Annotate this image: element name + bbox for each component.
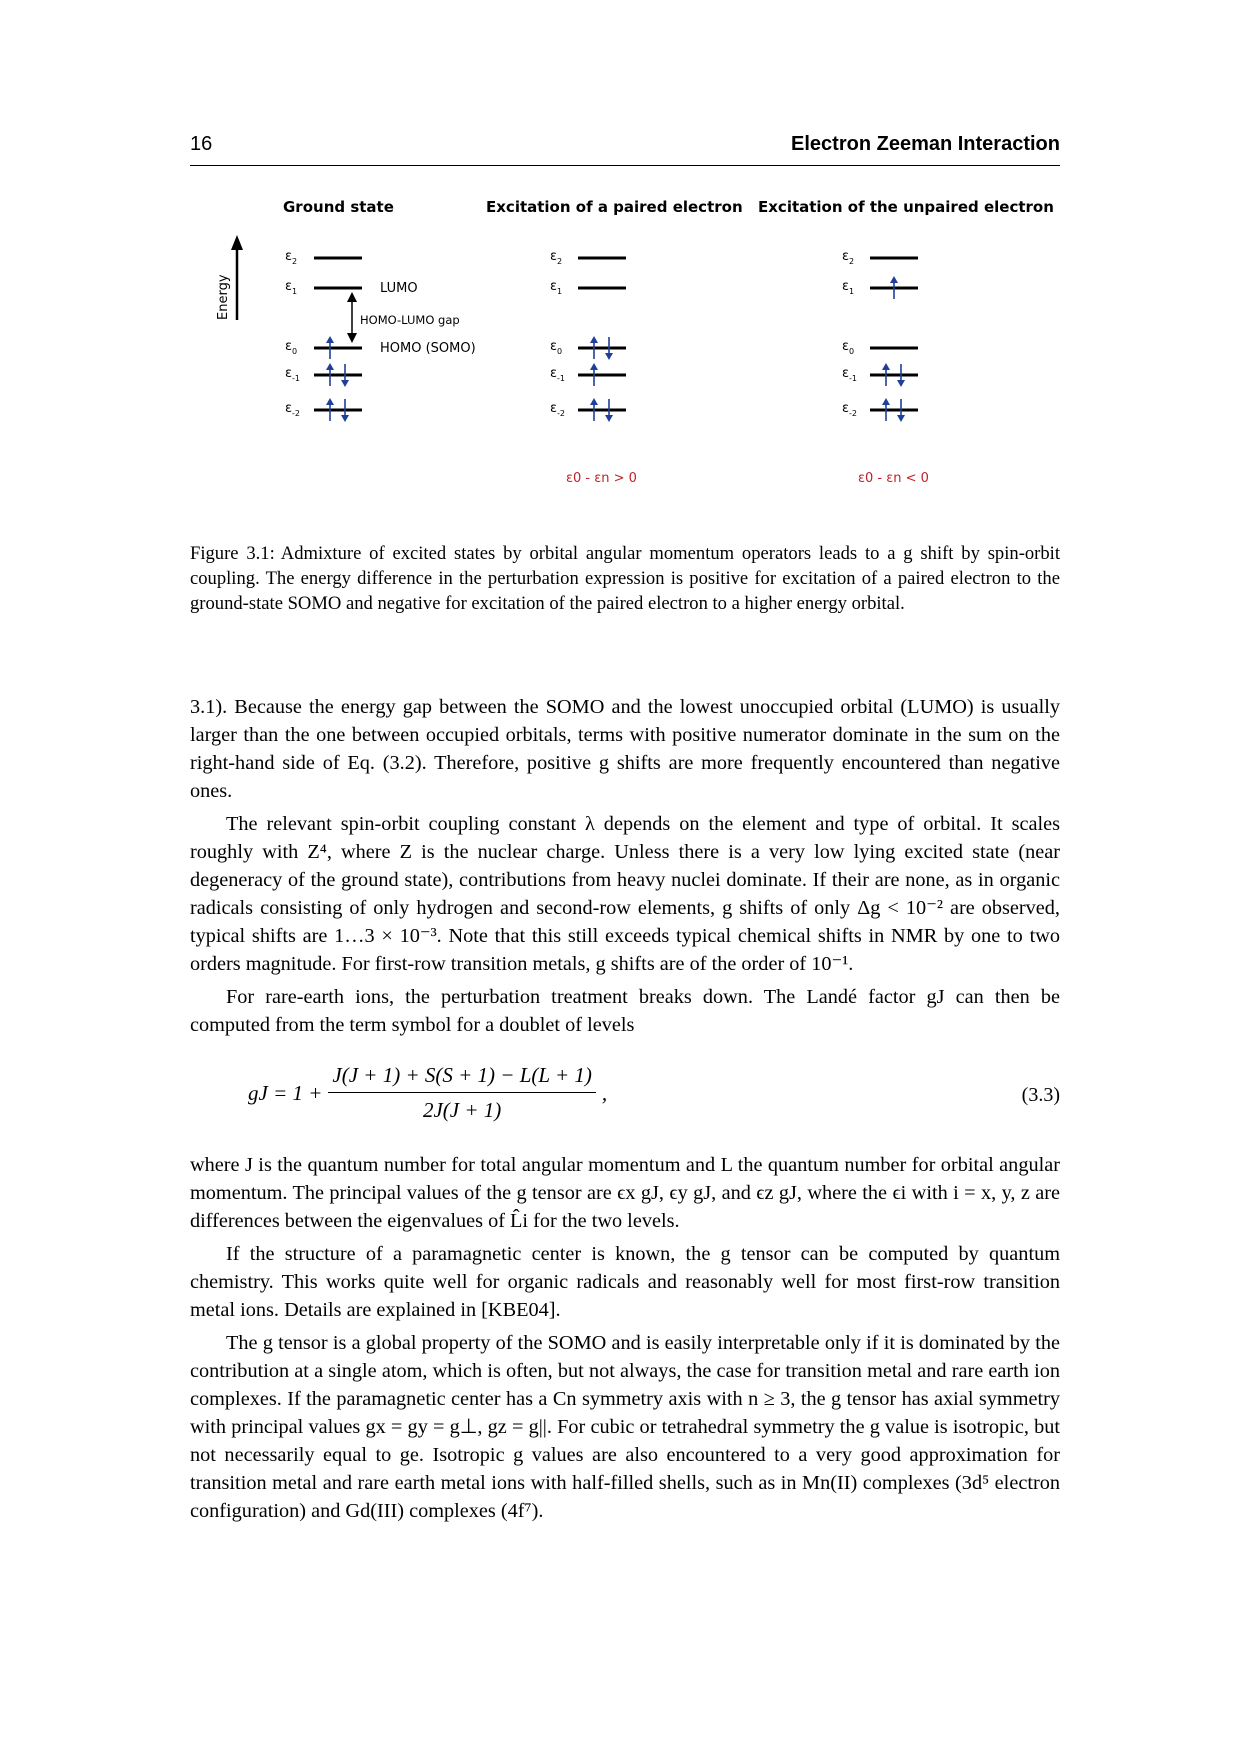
equation-trailing: , [601,1080,608,1105]
running-title: Electron Zeeman Interaction [791,133,1060,155]
level-label-em2: $\varepsilon_{-2}$ [550,401,566,418]
lumo-label: LUMO [380,281,418,296]
homo-label: HOMO (SOMO) [380,341,476,356]
paragraph: The relevant spin-orbit coupling constant λ depends on the element and type of orbital. It scales roughly with Z⁴, where Z is the nuclear charge. Unless there is a very low lying excited state (near degeneracy of the ground state), contributions from heavy nuclei dominate. If their are none, as in organic radicals consisting of only hydrogen and second-row elements, g shifts of only Δg < 10⁻² are observed, typical shifts are 1…3 × 10⁻³. Note that this still exceeds typical chemical shifts in NMR by one to two orders magnitude. For first-row transition metals, g shifts are of the order of 10⁻¹. [190,813,1060,975]
paragraph: 3.1). Because the energy gap between the SOMO and the lowest unoccupied orbital (LUMO) is usually larger than the one between occupied orbitals, terms with positive numerator dominate in the sum on the right-hand side of Eq. (3.2). Therefore, positive g shifts are more frequently encountered than negative ones. [190,696,1060,802]
page-header [190,133,1060,166]
equation-fraction [328,1061,595,1124]
paragraph: The g tensor is a global property of the SOMO and is easily interpretable only if it is dominated by the contribution at a single atom, which is often, but not always, the case for transition metal and rare earth ion complexes. If the paramagnetic center has a Cn symmetry axis with n ≥ 3, the g tensor has axial symmetry with principal values gx = gy = g⊥, gz = g||. For cubic or tetrahedral symmetry the g value is isotropic, but not necessarily equal to ge. Isotropic g values are also encountered to a very good approximation for transition metal and rare earth metal ions with half-filled shells, such as in Mn(II) complexes (3d⁵ electron configuration) and Gd(III) complexes (4f⁷). [190,1332,1060,1522]
paragraph: If the structure of a paramagnetic center is known, the g tensor can be computed by quantum chemistry. This works quite well for organic radicals and reasonably well for most first-row transition metal ions. Details are explained in [KBE04]. [190,1243,1060,1321]
energy-axis [216,235,243,320]
figure-caption [190,541,1060,616]
level-label-em2: $\varepsilon_{-2}$ [285,401,301,418]
unpaired-excitation-column [842,249,929,486]
figure-orbital-diagram [190,195,1060,500]
equation-numerator: J(J + 1) + S(S + 1) − L(L + 1) [328,1061,595,1093]
level-label-e0: $\varepsilon_0$ [550,339,563,356]
level-label-e1: $\varepsilon_1$ [842,279,855,296]
caption-label: Figure 3.1: [190,543,275,564]
paragraph: where J is the quantum number for total angular momentum and L the quantum number for orbital angular momentum. The principal values of the g tensor are ϵx gJ, ϵy gJ, and ϵz gJ, where the ϵi with i = x, y, z are differences between the eigenvalues of L̂i for the two levels. [190,1154,1060,1232]
homo-lumo-gap-arrow [347,292,357,343]
level-label-e2: $\varepsilon_2$ [285,249,298,266]
equation-denominator: 2J(J + 1) [422,1098,502,1122]
page-number: 16 [190,133,213,155]
paragraph: For rare-earth ions, the perturbation treatment breaks down. The Landé factor gJ can then be computed from the term symbol for a doublet of levels [190,986,1060,1036]
paired-excitation-column [550,249,637,486]
level-label-em2: $\varepsilon_{-2}$ [842,401,858,418]
level-label-e0: $\varepsilon_0$ [285,339,298,356]
gap-label: HOMO-LUMO gap [360,313,460,327]
col-title-paired: Excitation of a paired electron [486,198,743,216]
col-title-unpaired: Excitation of the unpaired electron [758,198,1054,216]
caption-text: Admixture of excited states by orbital angular momentum operators leads to a g shift by spin-orbit coupling. The energy difference in the perturbation expression is positive for excitation of a paired electron to the ground-state SOMO and negative for excitation of the paired electron to a higher energy orbital. [190,543,1061,614]
level-label-em1: $\varepsilon_{-1}$ [550,366,566,383]
equation-lhs: gJ = 1 + [248,1080,323,1105]
level-label-e2: $\varepsilon_2$ [842,249,855,266]
level-label-e1: $\varepsilon_1$ [550,279,563,296]
level-label-em1: $\varepsilon_{-1}$ [842,366,858,383]
equation-3-3 [190,1057,1060,1135]
level-label-e2: $\varepsilon_2$ [550,249,563,266]
equation-body [248,1061,607,1124]
ground-state-column [285,249,476,422]
body-text [190,693,1060,1530]
level-label-e0: $\varepsilon_0$ [842,339,855,356]
orbital-diagram-svg [190,195,1060,500]
energy-label: Energy [216,274,231,320]
level-label-em1: $\varepsilon_{-1}$ [285,366,301,383]
col-title-ground: Ground state [283,198,394,216]
level-label-e1: $\varepsilon_1$ [285,279,298,296]
inequality-positive: ε0 - εn > 0 [566,471,637,486]
inequality-negative: ε0 - εn < 0 [858,471,929,486]
equation-number: (3.3) [1021,1084,1060,1106]
